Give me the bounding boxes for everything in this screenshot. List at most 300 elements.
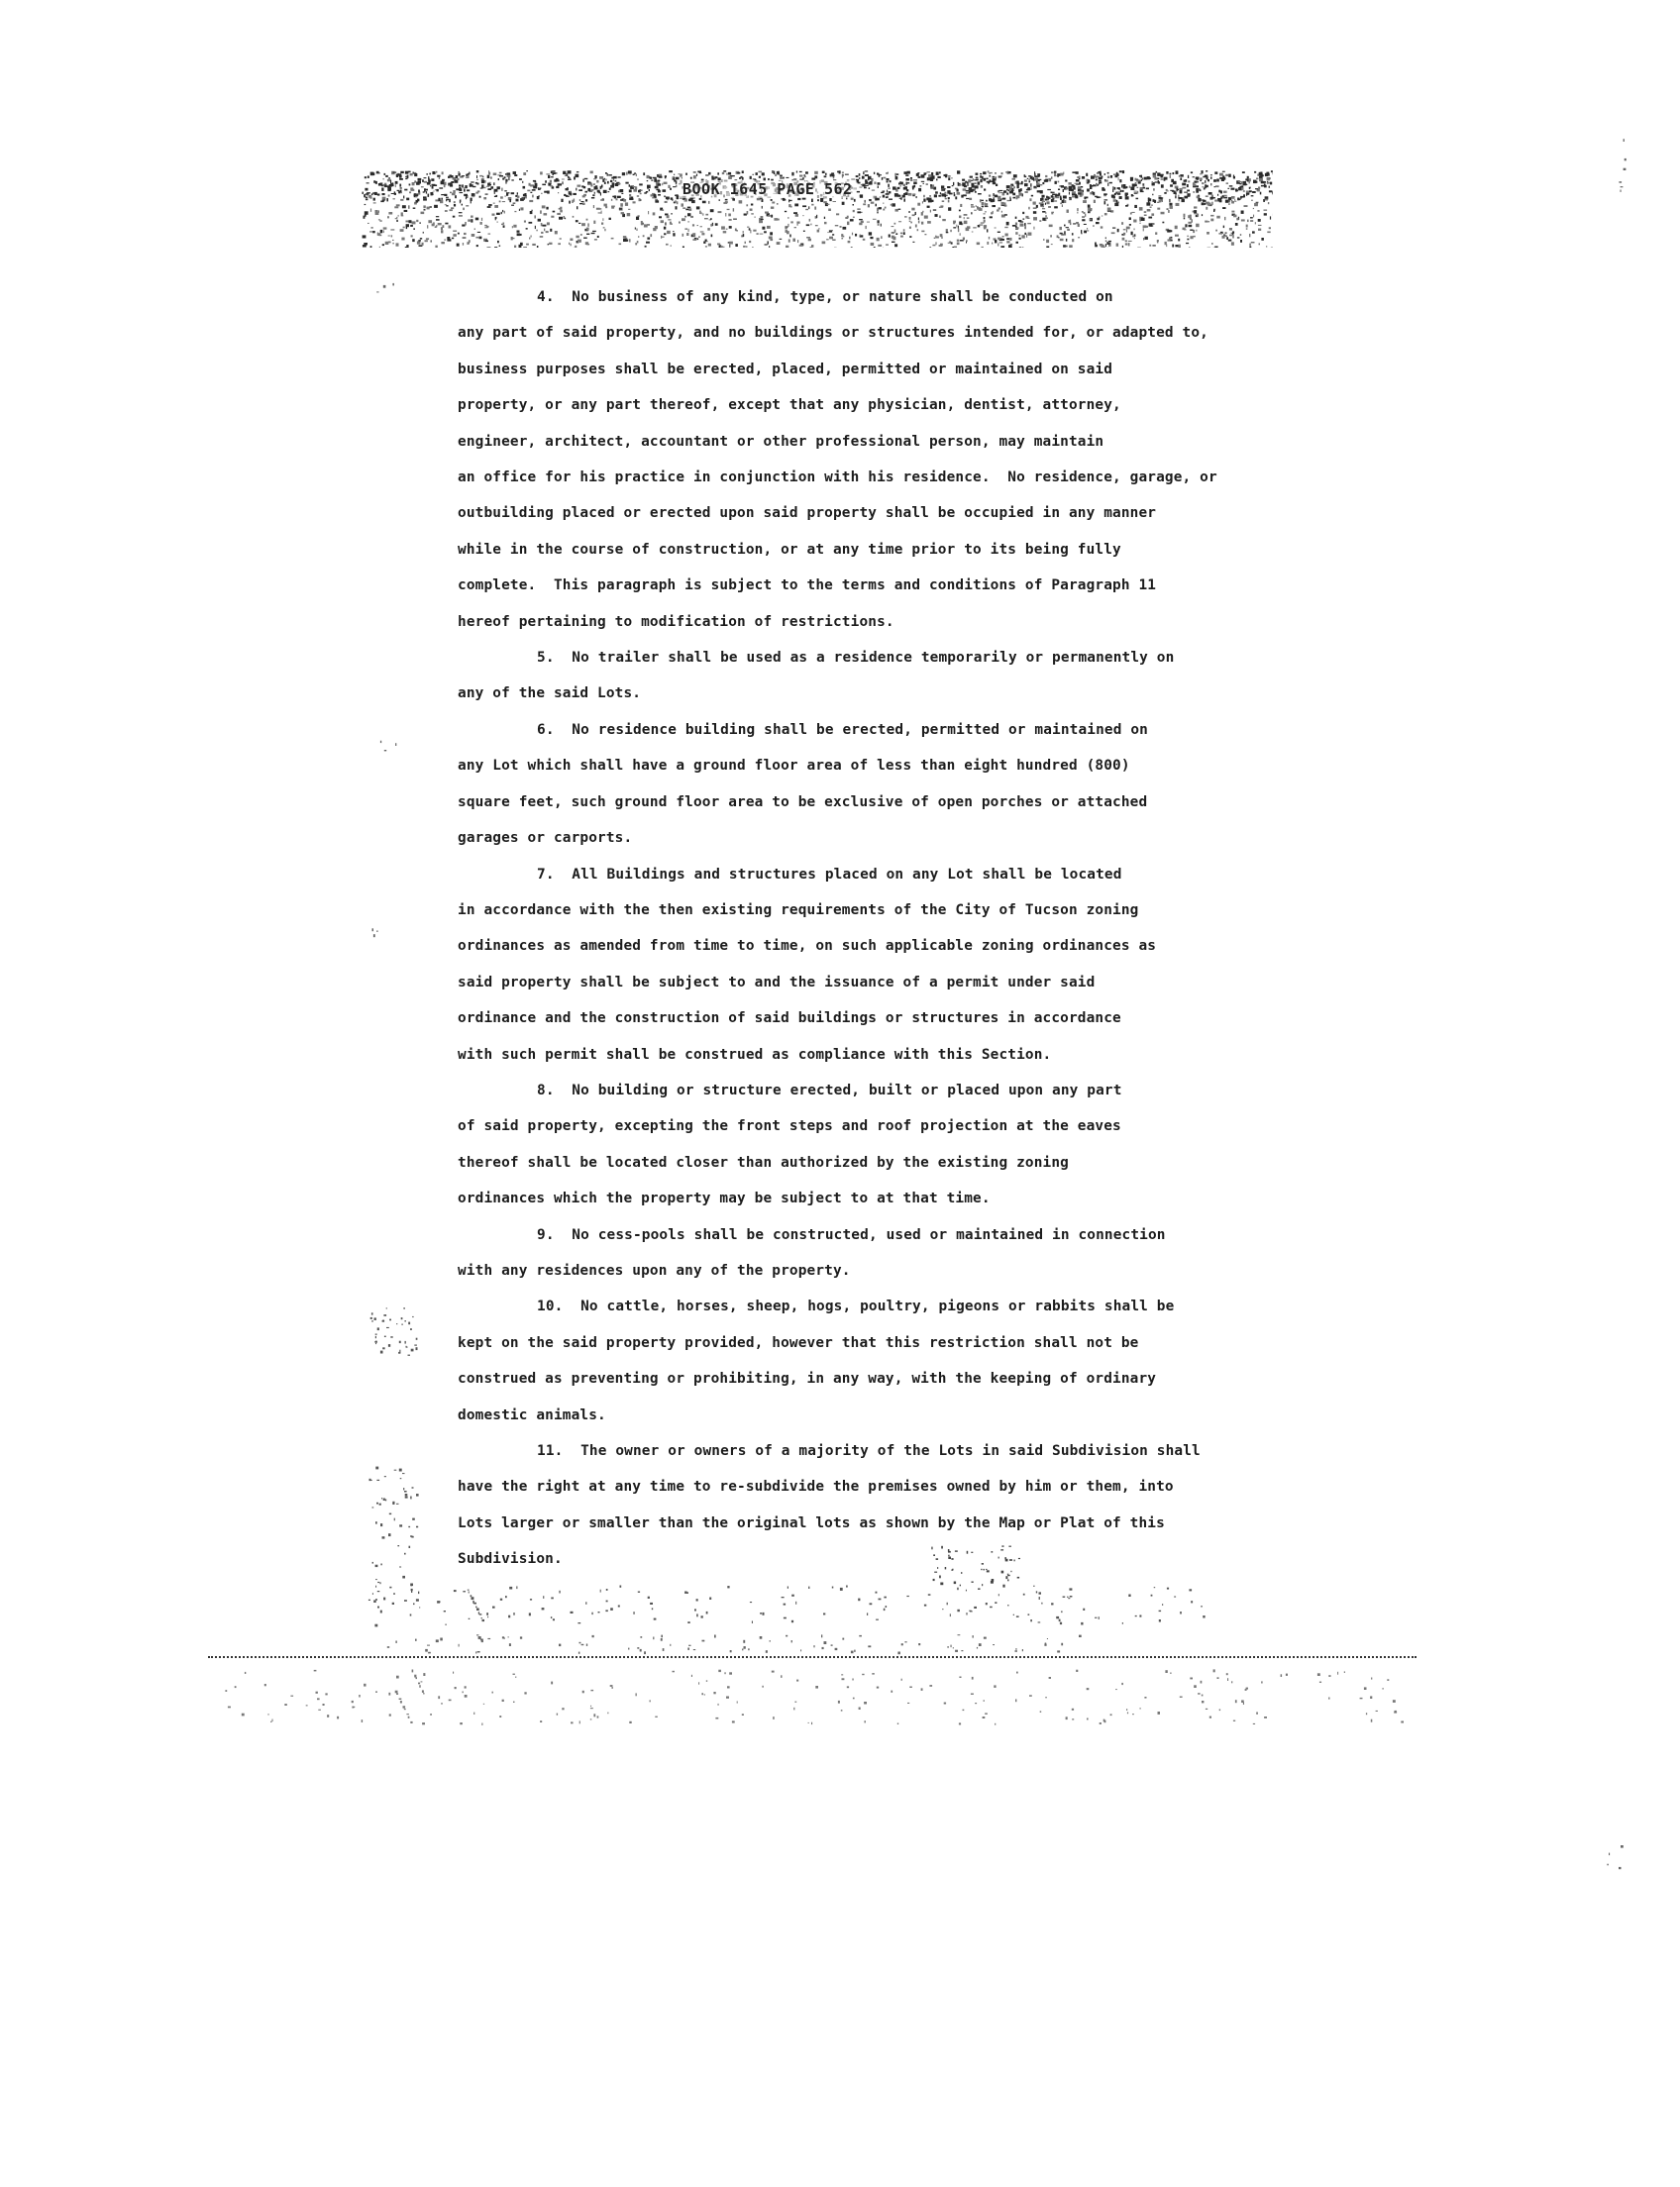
noise-speck — [684, 228, 687, 230]
noise-speck — [892, 232, 894, 234]
noise-speck — [954, 247, 957, 249]
noise-speck — [600, 199, 603, 201]
noise-speck — [1193, 182, 1195, 185]
noise-speck — [1087, 228, 1088, 230]
noise-speck — [792, 239, 795, 242]
noise-speck — [1033, 211, 1036, 214]
noise-speck — [590, 1708, 593, 1709]
noise-speck — [651, 194, 655, 196]
noise-speck — [454, 201, 456, 203]
noise-speck — [664, 233, 666, 235]
noise-speck — [566, 173, 567, 174]
noise-speck — [978, 193, 982, 195]
noise-speck — [606, 1589, 608, 1591]
noise-speck — [1123, 186, 1126, 189]
noise-speck — [709, 1598, 711, 1601]
noise-speck — [841, 1674, 843, 1675]
noise-speck — [623, 199, 626, 202]
noise-speck — [505, 173, 506, 175]
noise-speck — [742, 1714, 744, 1716]
noise-speck — [444, 1611, 446, 1612]
noise-speck — [437, 1601, 440, 1603]
noise-speck — [941, 189, 945, 191]
noise-speck — [1167, 1588, 1169, 1590]
noise-speck — [1024, 226, 1026, 229]
noise-speck — [768, 215, 771, 217]
noise-speck — [673, 233, 675, 236]
noise-speck — [429, 173, 431, 175]
noise-speck — [805, 171, 808, 173]
noise-speck — [1063, 189, 1064, 192]
noise-speck — [463, 237, 467, 239]
noise-speck — [1112, 228, 1115, 229]
noise-speck — [1248, 178, 1251, 181]
noise-speck — [572, 200, 574, 203]
noise-speck — [411, 1536, 413, 1538]
noise-speck — [473, 196, 474, 198]
noise-speck — [483, 197, 486, 199]
noise-speck — [623, 236, 626, 239]
noise-speck — [1049, 1677, 1051, 1679]
noise-speck — [1184, 229, 1187, 230]
noise-speck — [629, 1721, 631, 1723]
noise-speck — [1240, 240, 1242, 243]
noise-speck — [1269, 186, 1270, 188]
noise-speck — [1206, 170, 1208, 171]
noise-speck — [891, 204, 892, 206]
noise-speck — [1174, 192, 1177, 195]
noise-speck — [629, 184, 630, 186]
noise-speck — [465, 1695, 468, 1698]
noise-speck — [1254, 171, 1256, 173]
noise-speck — [551, 1616, 552, 1618]
noise-speck — [974, 210, 977, 211]
noise-speck — [939, 171, 941, 173]
paragraph-line — [458, 1253, 1280, 1289]
noise-speck — [824, 217, 825, 219]
noise-speck — [1081, 186, 1083, 188]
noise-speck — [1137, 187, 1139, 188]
noise-speck — [566, 188, 569, 190]
noise-speck — [541, 232, 543, 234]
noise-speck — [679, 222, 681, 224]
noise-speck — [1143, 184, 1144, 186]
noise-speck — [380, 1564, 381, 1566]
noise-speck — [790, 206, 792, 208]
noise-speck — [982, 176, 984, 179]
noise-speck — [1001, 202, 1004, 205]
noise-speck — [1251, 200, 1253, 201]
noise-speck — [382, 1320, 385, 1322]
noise-speck — [1069, 245, 1073, 248]
noise-speck — [1232, 231, 1234, 233]
noise-speck — [418, 190, 420, 193]
noise-speck — [374, 1317, 376, 1320]
noise-speck — [745, 242, 747, 244]
noise-speck — [1184, 217, 1186, 219]
noise-speck — [653, 1637, 654, 1640]
noise-speck — [1256, 178, 1258, 180]
noise-speck — [1093, 225, 1095, 227]
noise-speck — [1005, 234, 1008, 237]
noise-speck — [1187, 190, 1190, 192]
noise-speck — [1001, 211, 1002, 213]
noise-speck — [1102, 187, 1104, 190]
noise-speck — [438, 1696, 440, 1699]
noise-speck — [1217, 194, 1218, 196]
noise-speck — [412, 239, 415, 242]
noise-speck — [1144, 1697, 1146, 1699]
noise-speck — [473, 1603, 476, 1605]
noise-speck — [841, 238, 843, 240]
noise-speck — [618, 183, 621, 185]
noise-speck — [833, 201, 837, 202]
noise-speck — [744, 1646, 746, 1649]
noise-speck — [1114, 187, 1116, 190]
noise-speck — [1328, 1698, 1329, 1700]
noise-speck — [794, 204, 798, 207]
noise-speck — [1021, 181, 1023, 184]
noise-speck — [537, 246, 539, 248]
noise-speck — [702, 201, 706, 204]
noise-speck — [610, 180, 612, 182]
noise-speck — [663, 189, 667, 192]
noise-speck — [1123, 229, 1126, 230]
noise-speck — [380, 230, 383, 233]
noise-speck — [611, 199, 612, 201]
noise-speck — [811, 204, 813, 206]
paragraph-10 — [458, 1289, 1280, 1433]
noise-speck — [1039, 220, 1041, 222]
noise-speck — [1190, 230, 1193, 231]
noise-speck — [786, 177, 788, 178]
noise-speck — [523, 186, 526, 189]
noise-speck — [747, 211, 749, 215]
noise-speck — [1269, 190, 1273, 192]
noise-speck — [558, 192, 559, 193]
noise-speck — [583, 186, 586, 188]
noise-speck — [1096, 183, 1098, 186]
noise-speck — [1218, 233, 1222, 235]
noise-speck — [352, 1701, 354, 1703]
noise-speck — [604, 204, 607, 207]
noise-speck — [641, 221, 643, 224]
noise-speck — [427, 182, 431, 185]
noise-speck — [947, 1646, 948, 1648]
noise-speck — [1022, 1649, 1023, 1651]
noise-speck — [972, 1582, 974, 1583]
noise-speck — [877, 238, 880, 241]
noise-speck — [771, 215, 773, 218]
noise-speck — [1062, 1643, 1063, 1645]
noise-speck — [1134, 229, 1135, 231]
noise-speck — [381, 1498, 382, 1499]
noise-speck — [549, 243, 552, 245]
noise-speck — [1143, 228, 1144, 231]
noise-speck — [788, 199, 789, 202]
noise-speck — [1222, 175, 1224, 178]
noise-speck — [557, 1714, 558, 1716]
noise-speck — [989, 172, 993, 173]
noise-speck — [827, 204, 830, 205]
noise-speck — [1027, 223, 1031, 224]
noise-speck — [647, 188, 649, 189]
noise-speck — [1269, 227, 1271, 229]
noise-speck — [576, 188, 577, 191]
noise-speck — [569, 243, 570, 245]
noise-speck — [1007, 1605, 1008, 1606]
noise-speck — [1130, 179, 1133, 181]
noise-speck — [605, 1610, 607, 1612]
noise-speck — [771, 199, 773, 201]
noise-speck — [946, 232, 949, 233]
noise-speck — [983, 171, 986, 174]
noise-speck — [977, 1647, 978, 1649]
noise-speck — [613, 176, 617, 179]
noise-speck — [969, 198, 972, 200]
noise-speck — [1061, 1643, 1063, 1645]
noise-speck — [881, 236, 883, 239]
noise-speck — [1264, 213, 1267, 215]
noise-speck — [1143, 225, 1147, 228]
noise-speck — [423, 205, 425, 208]
noise-speck — [481, 1639, 483, 1642]
noise-speck — [730, 1650, 732, 1652]
noise-speck — [743, 246, 746, 248]
noise-speck — [540, 171, 543, 174]
noise-speck — [806, 224, 810, 226]
noise-speck — [325, 1693, 327, 1695]
noise-speck — [462, 184, 464, 187]
noise-speck — [375, 181, 377, 184]
noise-speck — [843, 227, 847, 230]
noise-speck — [396, 1323, 397, 1324]
noise-speck — [655, 200, 659, 202]
noise-speck — [535, 226, 536, 229]
noise-speck — [772, 170, 773, 173]
noise-speck — [904, 171, 908, 174]
noise-speck — [729, 242, 733, 245]
noise-speck — [411, 1590, 412, 1593]
noise-speck — [1205, 175, 1208, 177]
noise-speck — [884, 1609, 886, 1611]
noise-speck — [667, 231, 671, 234]
noise-speck — [489, 182, 491, 183]
noise-speck — [370, 1480, 372, 1481]
noise-speck — [936, 179, 938, 181]
noise-speck — [517, 192, 518, 194]
noise-speck — [904, 216, 907, 217]
noise-speck — [401, 238, 404, 241]
noise-speck — [426, 173, 428, 174]
noise-speck — [595, 187, 598, 189]
noise-speck — [375, 1336, 376, 1338]
noise-speck — [1066, 187, 1069, 189]
paragraph-line — [458, 352, 1280, 387]
noise-speck — [1158, 180, 1159, 183]
noise-speck — [1099, 179, 1102, 181]
noise-speck — [1188, 180, 1190, 182]
noise-speck — [665, 201, 668, 203]
noise-speck — [643, 235, 645, 237]
paragraph-text: No trailer shall be used as a residence temporarily or permanently on — [572, 650, 1175, 667]
noise-speck — [1060, 173, 1063, 176]
noise-speck — [1227, 1678, 1228, 1681]
noise-speck — [389, 1513, 391, 1515]
noise-speck — [540, 236, 544, 238]
noise-speck — [868, 204, 870, 207]
noise-speck — [464, 187, 465, 189]
noise-speck — [1241, 1700, 1244, 1703]
noise-speck — [884, 1597, 887, 1599]
paragraph-number: 11. — [537, 1443, 581, 1459]
noise-speck — [416, 1347, 418, 1350]
noise-speck — [387, 189, 390, 191]
noise-speck — [983, 1717, 986, 1718]
noise-speck — [1116, 244, 1119, 247]
noise-speck — [445, 210, 448, 212]
noise-speck — [456, 175, 459, 178]
noise-speck — [1058, 189, 1060, 191]
noise-speck — [1101, 226, 1103, 228]
noise-speck — [1097, 196, 1100, 198]
noise-speck — [385, 242, 389, 245]
noise-speck — [850, 219, 854, 221]
noise-speck — [1197, 181, 1198, 183]
noise-speck — [1046, 240, 1049, 243]
noise-speck — [878, 186, 879, 189]
noise-speck — [532, 244, 536, 246]
noise-speck — [399, 1567, 401, 1568]
paragraph-line — [458, 640, 1280, 676]
paragraph-text: hereof pertaining to modification of restrictions. — [458, 613, 894, 630]
noise-speck — [1236, 218, 1238, 220]
noise-speck — [1133, 220, 1136, 223]
noise-speck — [1016, 195, 1020, 198]
noise-speck — [648, 1597, 650, 1599]
noise-speck — [1202, 182, 1204, 184]
noise-speck — [494, 205, 498, 208]
noise-speck — [379, 247, 380, 248]
noise-speck — [1045, 217, 1048, 219]
noise-speck — [991, 212, 993, 214]
noise-speck — [640, 189, 641, 192]
noise-speck — [1609, 1853, 1610, 1856]
paragraph-text: with any residences upon any of the property. — [458, 1262, 851, 1279]
noise-speck — [995, 172, 996, 174]
noise-speck — [542, 184, 546, 186]
noise-speck — [1076, 1670, 1078, 1672]
noise-speck — [1057, 1650, 1060, 1652]
noise-speck — [505, 179, 507, 182]
noise-speck — [373, 202, 376, 203]
noise-speck — [368, 1600, 370, 1601]
noise-speck — [505, 1596, 507, 1598]
noise-speck — [699, 211, 701, 214]
noise-speck — [797, 198, 800, 200]
noise-speck — [398, 191, 400, 193]
noise-speck — [781, 1675, 782, 1678]
noise-speck — [1164, 177, 1168, 180]
noise-speck — [393, 172, 397, 173]
noise-speck — [795, 1602, 796, 1605]
noise-speck — [459, 171, 460, 172]
noise-speck — [468, 1590, 470, 1591]
noise-speck — [1003, 190, 1006, 193]
noise-speck — [795, 214, 798, 217]
noise-speck — [480, 188, 483, 189]
noise-speck — [920, 185, 922, 186]
noise-speck — [471, 1595, 472, 1597]
paragraph-9 — [458, 1217, 1280, 1290]
noise-speck — [1051, 235, 1052, 237]
noise-speck — [853, 204, 855, 206]
noise-speck — [970, 190, 973, 192]
noise-speck — [1063, 245, 1066, 248]
noise-speck — [937, 176, 940, 178]
noise-speck — [686, 1592, 688, 1594]
noise-speck — [1129, 224, 1131, 226]
paragraph-line — [458, 1325, 1280, 1361]
noise-speck — [1123, 233, 1125, 235]
noise-speck — [1621, 186, 1624, 187]
noise-speck — [874, 196, 875, 199]
noise-speck — [1264, 210, 1268, 211]
noise-speck — [772, 202, 775, 204]
noise-speck — [851, 1651, 854, 1654]
noise-speck — [475, 1651, 476, 1653]
noise-speck — [1229, 228, 1232, 231]
noise-speck — [1166, 189, 1168, 190]
noise-speck — [1197, 214, 1199, 217]
noise-speck — [760, 1636, 763, 1639]
noise-speck — [725, 213, 726, 217]
noise-speck — [988, 181, 990, 184]
noise-speck — [579, 1642, 581, 1644]
noise-speck — [1042, 218, 1045, 221]
paragraph-line — [458, 1289, 1280, 1324]
noise-speck — [999, 242, 1002, 243]
noise-speck — [541, 193, 542, 194]
noise-speck — [756, 172, 758, 175]
noise-speck — [1040, 190, 1043, 193]
noise-speck — [1085, 214, 1086, 217]
paragraph-text: square feet, such ground floor area to be exclusive of open porches or attached — [458, 793, 1148, 810]
noise-speck — [1141, 179, 1142, 181]
noise-speck — [1180, 1697, 1183, 1698]
noise-speck — [621, 193, 623, 194]
noise-speck — [898, 221, 901, 222]
noise-speck — [1060, 198, 1062, 201]
noise-speck — [871, 178, 873, 181]
noise-speck — [389, 184, 392, 187]
noise-speck — [1241, 181, 1243, 184]
paragraph-text: property, or any part thereof, except that any physician, dentist, attorney, — [458, 397, 1121, 414]
noise-speck — [983, 178, 986, 181]
noise-speck — [416, 1677, 418, 1679]
noise-speck — [717, 244, 720, 246]
noise-speck — [1171, 237, 1173, 238]
noise-speck — [688, 208, 691, 211]
noise-speck — [670, 1644, 671, 1646]
noise-speck — [909, 217, 911, 220]
noise-speck — [780, 175, 783, 177]
noise-speck — [1104, 199, 1108, 200]
noise-speck — [476, 1609, 479, 1612]
noise-speck — [1141, 176, 1143, 177]
noise-speck — [868, 1645, 871, 1647]
noise-speck — [1008, 189, 1010, 191]
